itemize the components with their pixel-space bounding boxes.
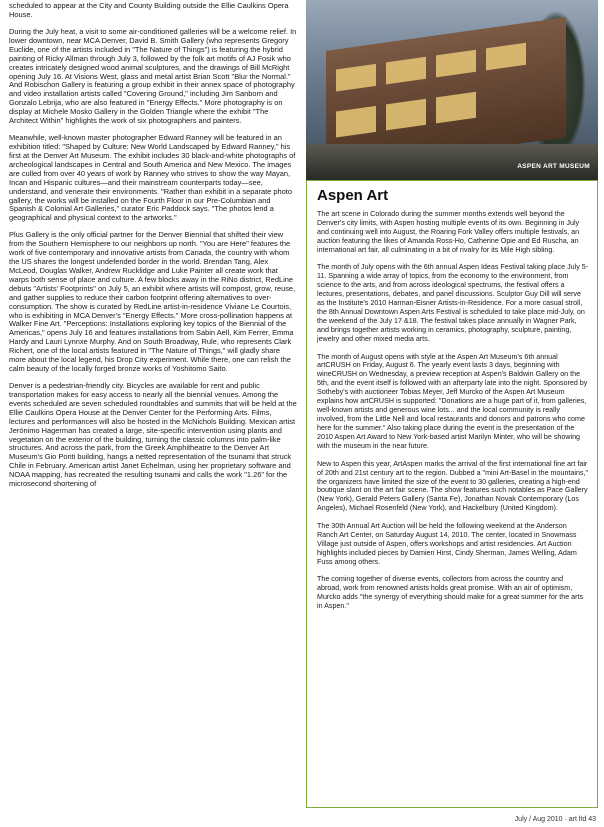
window-shape [486,43,526,71]
article-paragraph: Meanwhile, well-known master photographer Edward Ranney will be featured in an exhibition titled: "Shaped by Culture: New World Landscaped by Edward Ranney," his first at the Denver Art Museum. The exhibit includes 30 black-and-white photographs of archeological landscapes in Central and South America and New Mexico. The images are culled from over 40 years of work by Ranney who strives to show the way Mayan, Incan and Hispanic cultures—and their mainstream counterparts today—see, understand, and venerate their environments. "Rather than exhibit in a separate photo gallery, the works will be installed on the Fourth Floor in our Pre-Columbian and Spanish & Colonial Art Galleries," curator Eric Paddock says. "The photos lend a geographical and physical context to the artworks." [9,133,296,223]
sidebar-title: Aspen Art [317,187,389,204]
sidebar-paragraph: The art scene in Colorado during the summer months extends well beyond the Denver's city limits, with Aspen hosting multiple events of its own. Beginning in July and continuing well into August, the Roaring Fork Valley offers multiple festivals, an auction featuring the likes of Amanda Ross-Ho, Catherine Opie and Ed Ruscha, an international art fair, all culminating in a bit of rivalry for its Mile High sibling. [317,210,580,254]
window-shape [436,50,476,78]
window-shape [336,106,376,138]
window-shape [386,99,426,131]
article-right-column [306,0,598,808]
ground-shape [306,144,598,180]
sidebar-paragraph: The month of August opens with style at the Aspen Art Museum's 6th annual artCRUSH on Friday, August 6. The yearly event lasts 3 days, beginning with wineCRUSH on Wednesday, a preview reception at Aspen's Baldwin Gallery on the 5th, and the event itself is followed with an afterparty late into the night. Sponsored by Sotheby's with auctioneer Tobias Meyer, Jeff Murcko of the Aspen Art Museum explains how artCRUSH is supported: "Donations are a huge part of it, from galleries, well-known artists and generous wine lots... and the local community is really involved, from the Little Nell and local restaurants and donors and patrons who come here for the summer." Also taking place during the event is the presentation of the 2010 Aspen Art Award to New York-based artist Marilyn Minter, who will be showing with the museum in the near future. [317,352,588,451]
sidebar-body [317,210,589,611]
sidebar-paragraph: The month of July opens with the 6th annual Aspen Ideas Festival taking place July 5-11. Spanning a wide array of topics, from the economy to the environment, from science to the arts, and from across ideological spectrums, the festival offers a lectures, presentations, debates, and panel discussions. Sculptor Guy Dill will serve as the Institute's 2010 Harman-Eisner Artists-in-Residence. For a more casual stroll, the 8th Annual Downtown Aspen Arts Festival is scheduled to take place mid-July, on the weekend of the July 17 &18. The festival takes place annually in Wagner Park, and brings together artists working in ceramics, photography, sculpture, painting, jewelry and other mixed media arts. [317,263,589,343]
window-shape [386,57,426,85]
sidebar-paragraph: The 30th Annual Art Auction will be held the following weekend at the Anderson Ranch Art Center, on Saturday August 14, 2010. The center, located in Snowmass Village just outside of Aspen, offers workshops and artist residencies. Art Auction highlights included pieces by Damien Hirst, Cindy Sherman, James Welling, Adam Fuss among others. [317,521,577,566]
photo-caption: ASPEN ART MUSEUM [517,163,590,170]
article-left-column [9,2,298,497]
window-shape [336,64,376,92]
article-paragraph: Denver is a pedestrian-friendly city. Bicycles are available for rent and public transportation makes for easy access to nearly all the biennial venues. Among the events scheduled are seven scheduled roundtables and summits that will be held at the Ellie Caulkins Opera House at the Denver Center for the Performing Arts. Films, lectures and performances will also be hosted in the McNichols Building. Mexican artist Jerónimo Hagerman has created a large, site-specific intervention using plants and vegetation on the exterior of the building, turning the classic columns into palm-like structures. And across the park, from the Greek Amphitheatre to the Denver Art Museum's Gio Ponti building, hangs a netted representation of the tsunami that struck Chile in February. American artist Janet Echelman, using her proprietary software and NOAA mapping, has recreated the resulting tsunami and calls the work "1.26" for the microsecond shortening of [9,381,297,489]
aspen-art-sidebar [306,180,598,808]
article-paragraph: Plus Gallery is the only official partner for the Denver Biennial that shifted their view from the Southern Hemisphere to our neighbors up north. "You are Here" features the work of five contemporary and innovative artists from Canada, the country with whom the US shares the longest undefended border in the world. Brendan Tang, Alex McLeod, Douglas Walker, Andrew Rucklidge and Luke Painter all create work that warps both sense of place and culture. A few blocks away in the RiNo district, RedLine debuts "Artists' Footprints" on July 5, an exhibit where artists will compost, grow, reuse, and gather supplies to reduce their carbon footprint offering alternatives to over-consumption. The show is curated by RedLine artist-in-residence Viviane Le Courtois, who is exhibiting in MCA Denver's "Energy Effects." More cross-pollination happens at Walker Fine Art. "Perceptions: Installations exploring key topics of the Biennial of the Americas," opens July 16 and features installations from Sabin Aell, Kim Ferrer, Emma Hardy and Lauri Lynnxe Murphy. And on South Broadway, Rule, who represents Clark Richert, one of the local artists featured in "The Nature of Things," will gladly share more about the local legend, his Drop City experiment. While there, one can relish the calm beauty of the locally forged bronze works of Yoshitomo Saito. [9,230,296,373]
article-paragraph: scheduled to appear at the City and County Building outside the Ellie Caulkins Opera House. [9,1,289,19]
article-paragraph: During the July heat, a visit to some air-conditioned galleries will be a welcome relief. In lower downtown, near MCA Denver, David B. Smith Gallery (who represents Gregory Euclide, one of the artists included in "The Nature of Things") is featuring the hybrid painting of Ricky Allman through July 3, followed by the folk art motifs of AJ Fosik who creates intricately designed wood animal sculptures, and the drawings of Bill McRight opening July 16. At Visions West, glass and metal artist Brian Scott "Blur the Normal." And Robischon Gallery is featuring a group exhibit in their annex space of photography and video installation artists called "Covering Ground," including Jim Sanborn and Gonzalo Lebrija, who are also featured in "Energy Effects." More photography is on display at Michele Mosko Gallery in the Golden Triangle where the exhibit "The Architect Within" highlights the work of six photographers and painters. [9,27,297,126]
sidebar-paragraph: The coming together of diverse events, collectors from across the country and abroad, work from renowned artists holds great promise. With an air of optimism, Murcko adds "the synergy of everything should make for a great summer for the arts in Aspen." [317,575,584,611]
window-shape [436,92,476,124]
aspen-art-museum-photo [306,0,598,180]
sidebar-paragraph: New to Aspen this year, ArtAspen marks the arrival of the first international fine art fair of 20th and 21st century art to the region. Dubbed a "mini Art-Basel in the mountains," the organizers have limited the size of the event to 30 galleries, creating a high-end boutique slant on the art fair scene. The show features such notables as Pace Gallery (New York), Gerald Peters Gallery (Santa Fe), Jonathan Novak Contemporary (Los Angeles), Michael Rosenfeld (New York), and Hackelbury (United Kingdom). [317,459,589,513]
page-folio: July / Aug 2010 · art ltd 43 [514,816,596,823]
